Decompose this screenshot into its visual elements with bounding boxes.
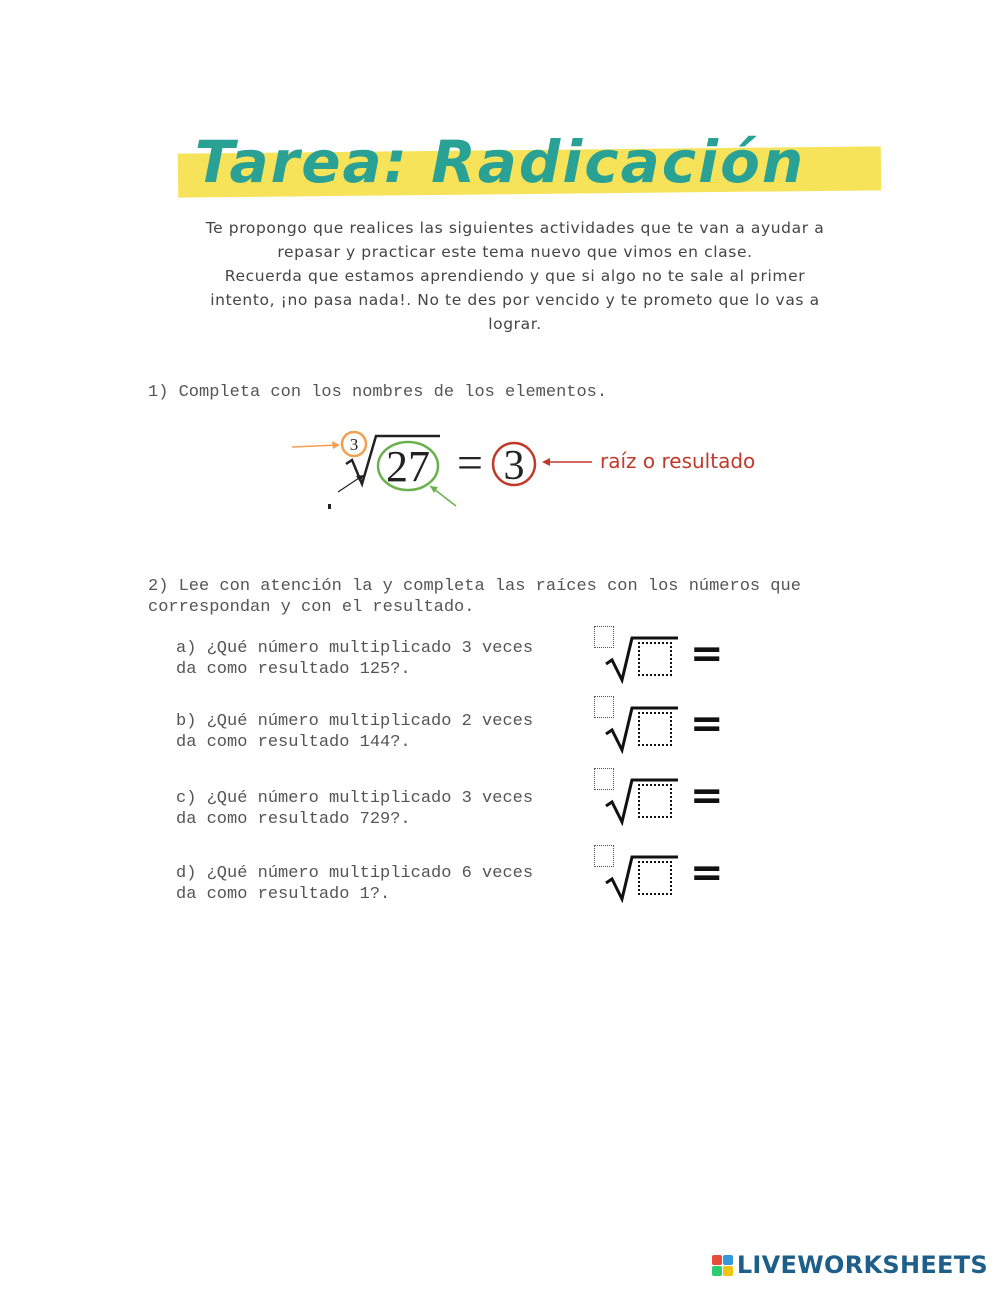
item-b [176, 711, 576, 753]
question-2-line: 2) Lee con atención la y completa las raíces con los números que [148, 577, 801, 596]
item-line: a) ¿Qué número multiplicado 3 veces [176, 639, 534, 658]
result-label: raíz o resultado [600, 449, 756, 473]
equals-sign: = [690, 850, 724, 896]
root-answer-d [590, 843, 730, 903]
logo-icon [712, 1255, 733, 1276]
intro-line: intento, ¡no pasa nada!. No te des por vencido y te prometo que lo vas a [210, 291, 820, 309]
intro-line: Recuerda que estamos aprendiendo y que si algo no te sale al primer [224, 267, 806, 285]
intro-line: Te propongo que realices las siguientes actividades que te van a ayudar a [205, 219, 825, 237]
radicand-input-b[interactable] [638, 712, 672, 746]
equals-sign: = [690, 631, 724, 677]
result-text: 3 [503, 443, 525, 489]
cropped-label-mark [328, 504, 331, 509]
root-answer-a [590, 624, 730, 684]
radicand-input-d[interactable] [638, 861, 672, 895]
root-answer-c [590, 766, 730, 826]
item-line: da como resultado 144?. [176, 733, 411, 752]
index-arrow [292, 441, 340, 449]
logo-text: LIVEWORKSHEETS [736, 1251, 988, 1279]
index-text: 3 [349, 435, 359, 454]
root-diagram [280, 420, 800, 510]
item-line: da como resultado 1?. [176, 885, 391, 904]
question-2-line: correspondan y con el resultado. [148, 598, 475, 617]
radicand-text: 27 [386, 442, 430, 491]
question-1: 1) Completa con los nombres de los elementos. [148, 383, 608, 402]
radicand-input-c[interactable] [638, 784, 672, 818]
item-line: da como resultado 729?. [176, 810, 411, 829]
intro-line: repasar y practicar este tema nuevo que vimos en clase. [277, 243, 753, 261]
intro-text [140, 216, 890, 336]
question-2 [148, 576, 868, 618]
liveworksheets-logo [712, 1251, 988, 1279]
item-line: c) ¿Qué número multiplicado 3 veces [176, 789, 534, 808]
item-d [176, 863, 576, 905]
item-a [176, 638, 576, 680]
lower-arrow-right [430, 486, 456, 506]
intro-line: lograr. [488, 315, 542, 333]
result-arrow [542, 458, 592, 466]
equals-sign: = [690, 701, 724, 747]
radicand-input-a[interactable] [638, 642, 672, 676]
diagram-equals: = [457, 437, 483, 488]
item-line: d) ¿Qué número multiplicado 6 veces [176, 864, 534, 883]
lower-arrow-left [338, 475, 364, 492]
page-title: Tarea: Radicación [194, 128, 806, 196]
equals-sign: = [690, 773, 724, 819]
item-line: da como resultado 125?. [176, 660, 411, 679]
item-c [176, 788, 576, 830]
item-line: b) ¿Qué número multiplicado 2 veces [176, 712, 534, 731]
root-answer-b [590, 694, 730, 754]
